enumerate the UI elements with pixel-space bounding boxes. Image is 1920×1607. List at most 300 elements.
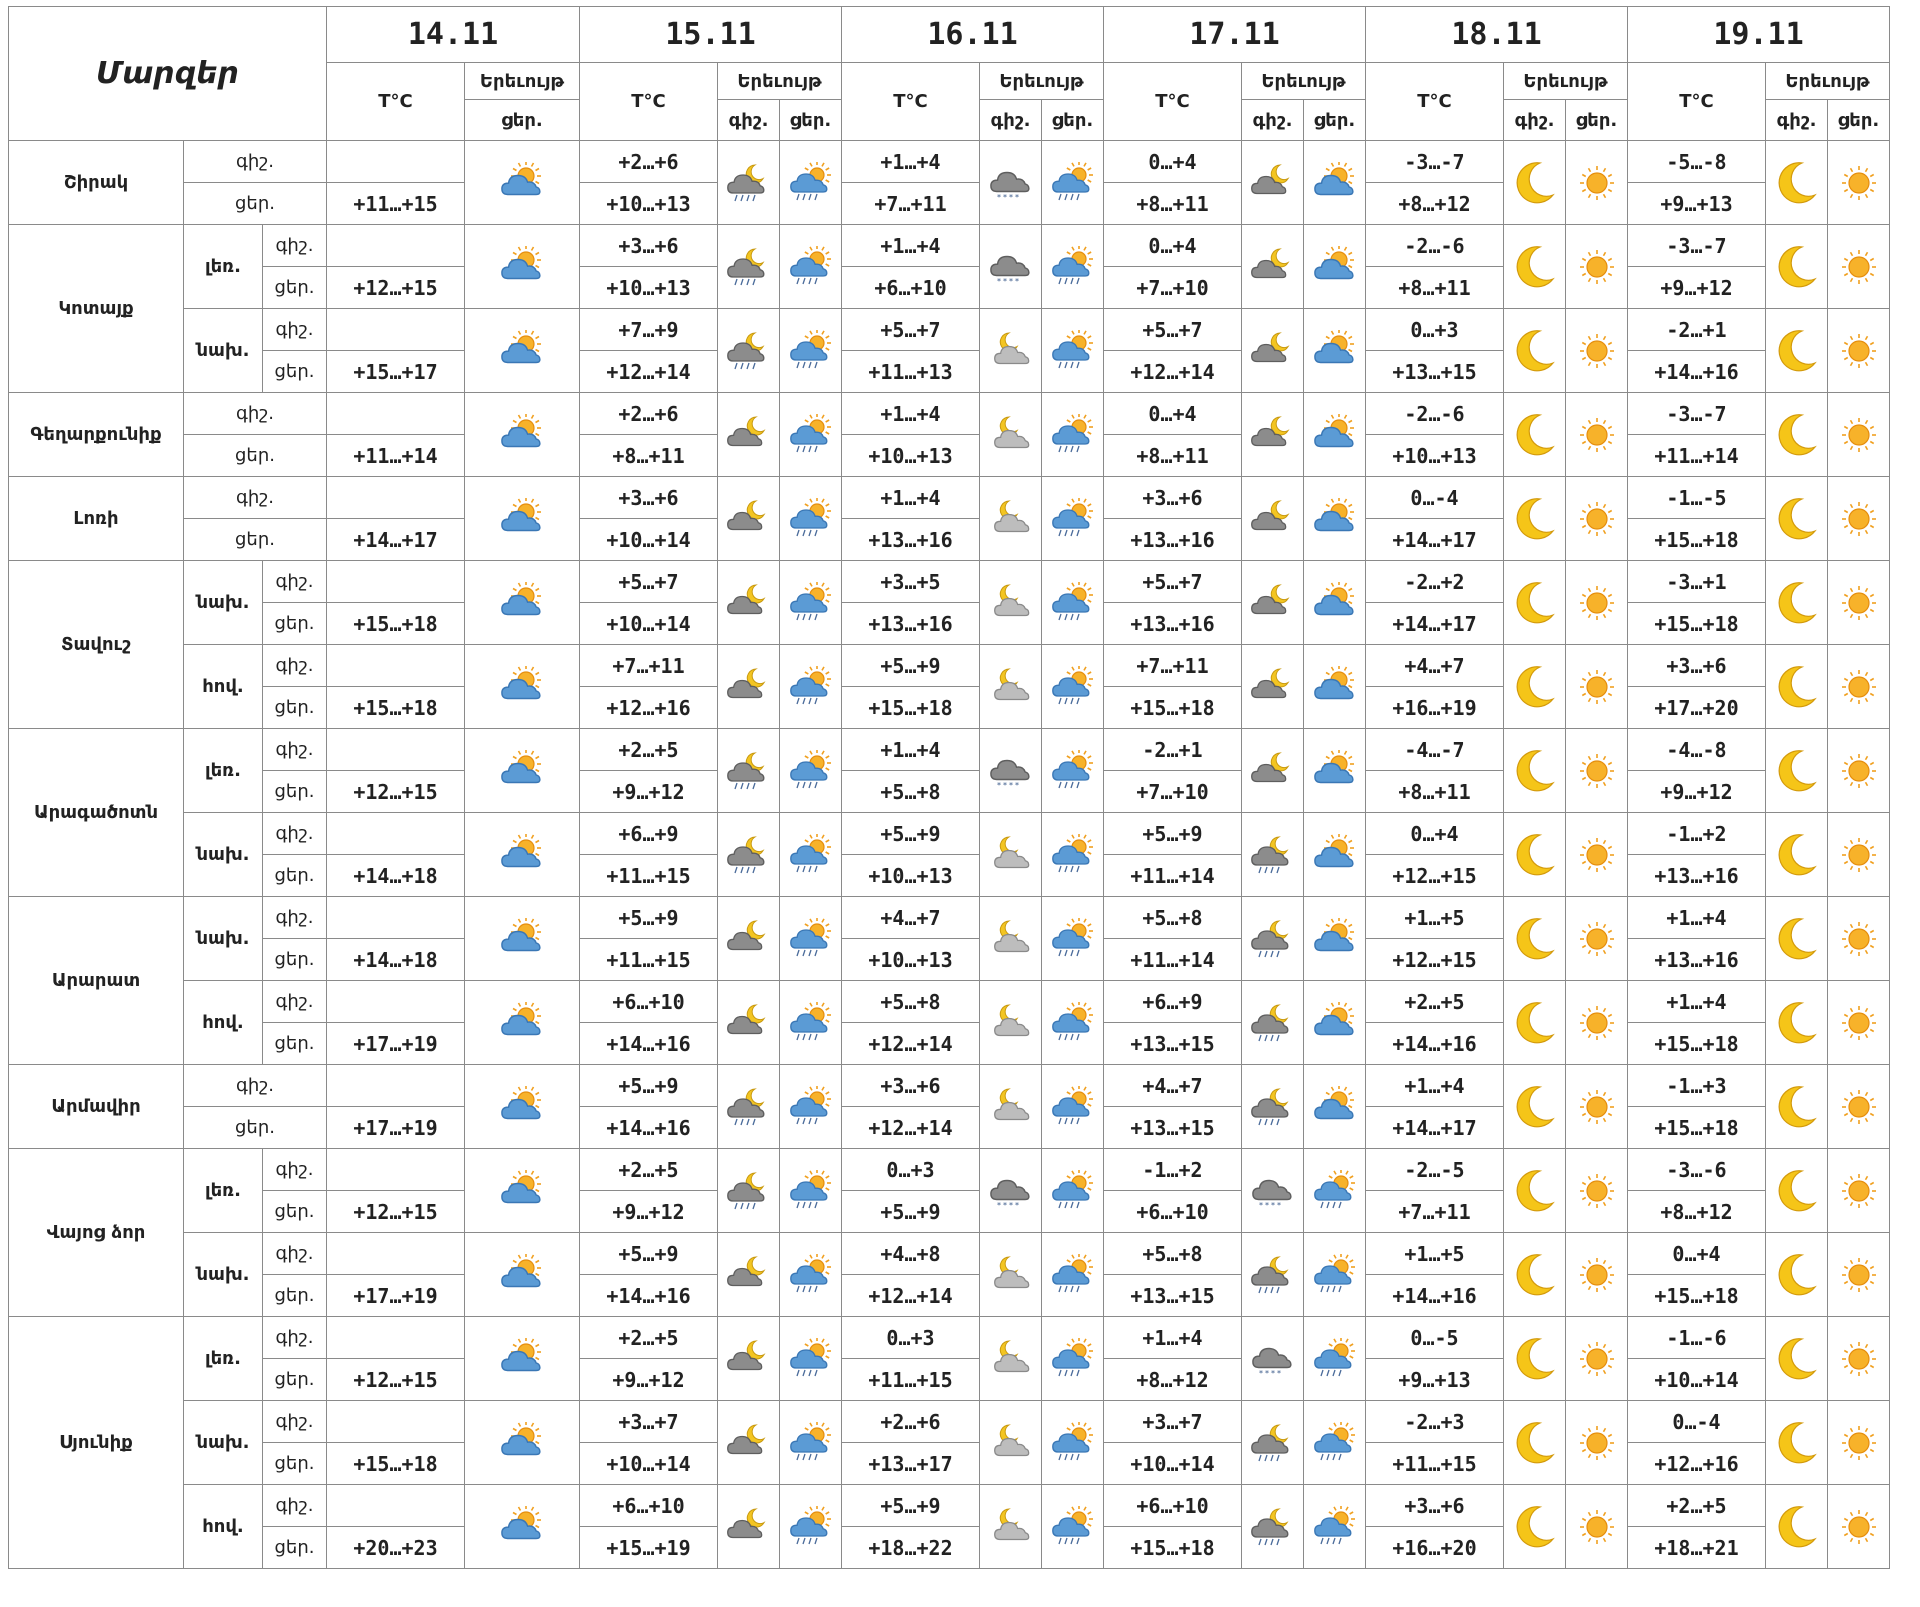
subregion-name: հով. (184, 1485, 263, 1569)
night-weather-cell (1504, 981, 1566, 1065)
night-temp: +1…+4 (1104, 1317, 1242, 1359)
day-temp: +5…+8 (842, 771, 980, 813)
night-temp: +2…+6 (580, 141, 718, 183)
night-temp: -4…-7 (1366, 729, 1504, 771)
day-temp: +15…+18 (327, 687, 465, 729)
forecast-table (8, 6, 1890, 1569)
night-weather-cell (1504, 1317, 1566, 1401)
night-temp (327, 309, 465, 351)
night-weather-cell (1242, 1065, 1304, 1149)
day-weather-cell (780, 729, 842, 813)
night-temp: +2…+5 (580, 1317, 718, 1359)
day-label: ցեր. (184, 435, 327, 477)
night-temp (327, 1485, 465, 1527)
day-weather-cell (1042, 729, 1104, 813)
day-weather-cell (1566, 1233, 1628, 1317)
night-weather-cell (1504, 813, 1566, 897)
day-temp: +10…+14 (580, 519, 718, 561)
night-weather-cell (980, 1149, 1042, 1233)
day-weather-cell (1828, 309, 1890, 393)
day-label: ցեր. (263, 351, 327, 393)
day-weather-cell (1828, 729, 1890, 813)
day-temp: +14…+16 (1366, 1023, 1504, 1065)
night-temp: 0…+4 (1104, 393, 1242, 435)
svg-text:*: * (1276, 1200, 1281, 1210)
date-header: 15.11 (580, 7, 842, 63)
day-weather-cell (1828, 393, 1890, 477)
day-weather-cell (465, 897, 580, 981)
svg-text:*: * (1008, 276, 1013, 286)
day-weather-cell (1566, 981, 1628, 1065)
day-weather-cell (1828, 813, 1890, 897)
region-name: Լոռի (9, 477, 184, 561)
day-temp: +15…+18 (1628, 519, 1766, 561)
day-temp: +7…+11 (842, 183, 980, 225)
night-weather-cell (1242, 477, 1304, 561)
night-weather-cell (1242, 981, 1304, 1065)
night-temp: +5…+9 (842, 645, 980, 687)
day-temp: +14…+18 (327, 855, 465, 897)
day-temp: +12…+15 (327, 771, 465, 813)
day-weather-cell (1828, 1485, 1890, 1569)
svg-text:*: * (1008, 192, 1013, 202)
day-temp: +8…+12 (1104, 1359, 1242, 1401)
night-temp: -3…-7 (1628, 393, 1766, 435)
day-weather-cell (780, 645, 842, 729)
night-temp: +1…+5 (1366, 1233, 1504, 1275)
night-temp: 0…+3 (842, 1317, 980, 1359)
subregion-name: նախ. (184, 897, 263, 981)
day-temp: +11…+15 (580, 939, 718, 981)
night-temp: +4…+7 (1104, 1065, 1242, 1107)
day-temp: +10…+13 (842, 435, 980, 477)
night-temp: +1…+4 (842, 729, 980, 771)
svg-text:*: * (1258, 1200, 1263, 1210)
night-temp: -3…+1 (1628, 561, 1766, 603)
day-weather-cell (1042, 981, 1104, 1065)
night-weather-cell (1504, 309, 1566, 393)
region-name: Արմավիր (9, 1065, 184, 1149)
day-weather-cell (465, 477, 580, 561)
day-temp: +12…+15 (327, 267, 465, 309)
day-weather-cell (465, 225, 580, 309)
day-weather-cell (1042, 225, 1104, 309)
day-weather-cell (1304, 897, 1366, 981)
night-weather-cell (980, 393, 1042, 477)
day-temp: +12…+15 (1366, 855, 1504, 897)
day-label: ցեր. (263, 267, 327, 309)
day-weather-cell (465, 141, 580, 225)
night-label: գիշ. (263, 1485, 327, 1527)
subregion-name: լեռ. (184, 729, 263, 813)
day-weather-cell (1304, 141, 1366, 225)
day-weather-cell (465, 1401, 580, 1485)
night-temp: +5…+9 (842, 813, 980, 855)
day-temp: +14…+18 (327, 939, 465, 981)
day-temp: +15…+18 (1104, 687, 1242, 729)
night-weather-cell (1242, 1233, 1304, 1317)
night-temp: +3…+7 (1104, 1401, 1242, 1443)
day-temp: +11…+15 (580, 855, 718, 897)
night-weather-cell (718, 1317, 780, 1401)
night-temp: -1…+3 (1628, 1065, 1766, 1107)
day-label: ցեր. (263, 1191, 327, 1233)
day-temp: +13…+16 (842, 519, 980, 561)
night-weather-cell (1242, 1401, 1304, 1485)
day-weather-cell (1566, 1401, 1628, 1485)
svg-text:*: * (1002, 192, 1007, 202)
temp-col-header: T°C (580, 63, 718, 141)
night-temp (327, 477, 465, 519)
day-temp: +8…+11 (580, 435, 718, 477)
night-weather-cell (718, 897, 780, 981)
night-temp: +2…+5 (1366, 981, 1504, 1023)
night-weather-cell (1766, 1485, 1828, 1569)
night-weather-cell (980, 1317, 1042, 1401)
subregion-name: լեռ. (184, 1149, 263, 1233)
day-temp: +14…+17 (327, 519, 465, 561)
night-temp: 0…+3 (842, 1149, 980, 1191)
day-weather-cell (780, 1401, 842, 1485)
day-temp: +18…+21 (1628, 1527, 1766, 1569)
night-temp: +7…+9 (580, 309, 718, 351)
night-temp: -1…+2 (1628, 813, 1766, 855)
day-temp: +15…+18 (1628, 1023, 1766, 1065)
night-weather-cell (1504, 1485, 1566, 1569)
day-weather-cell (1566, 729, 1628, 813)
temp-col-header: T°C (1366, 63, 1504, 141)
phenomena-col-header: Երեւույթ (465, 63, 580, 100)
night-label: գիշ. (263, 1233, 327, 1275)
night-weather-cell (1766, 393, 1828, 477)
night-weather-cell (1766, 645, 1828, 729)
day-weather-cell (1304, 1233, 1366, 1317)
night-temp: +5…+9 (580, 1233, 718, 1275)
region-name: Արարատ (9, 897, 184, 1065)
night-temp: +1…+4 (842, 477, 980, 519)
phenomena-col-header: Երեւույթ (980, 63, 1104, 100)
date-header: 14.11 (327, 7, 580, 63)
day-weather-cell (780, 561, 842, 645)
day-temp: +15…+19 (580, 1527, 718, 1569)
subregion-name: հով. (184, 645, 263, 729)
day-weather-cell (1042, 1317, 1104, 1401)
day-label: ցեր. (263, 939, 327, 981)
day-weather-cell (1566, 225, 1628, 309)
day-weather-cell (1304, 813, 1366, 897)
day-temp: +9…+12 (580, 771, 718, 813)
night-label: գիշ. (184, 393, 327, 435)
day-weather-cell (1566, 477, 1628, 561)
day-weather-cell (1042, 1485, 1104, 1569)
day-weather-cell (1042, 645, 1104, 729)
night-temp: +6…+10 (580, 1485, 718, 1527)
night-weather-cell (718, 1233, 780, 1317)
day-temp: +8…+11 (1366, 771, 1504, 813)
night-temp: -2…+1 (1628, 309, 1766, 351)
night-weather-cell (1242, 309, 1304, 393)
day-weather-cell (1566, 813, 1628, 897)
day-weather-cell (465, 561, 580, 645)
night-temp: +5…+9 (580, 1065, 718, 1107)
day-temp: +10…+14 (1104, 1443, 1242, 1485)
day-temp: +13…+15 (1104, 1275, 1242, 1317)
night-temp: +1…+5 (1366, 897, 1504, 939)
night-weather-cell (1242, 561, 1304, 645)
night-temp: +5…+9 (580, 897, 718, 939)
night-weather-cell (1766, 1317, 1828, 1401)
day-weather-cell (1304, 1149, 1366, 1233)
day-temp: +17…+19 (327, 1023, 465, 1065)
night-temp: +7…+11 (580, 645, 718, 687)
day-weather-cell (780, 897, 842, 981)
day-weather-cell (1566, 141, 1628, 225)
day-temp: +13…+15 (1366, 351, 1504, 393)
night-temp: -2…+1 (1104, 729, 1242, 771)
day-weather-cell (780, 141, 842, 225)
night-temp: +6…+10 (580, 981, 718, 1023)
night-col-header: գիշ. (1766, 100, 1828, 141)
day-weather-cell (465, 393, 580, 477)
day-temp: +20…+23 (327, 1527, 465, 1569)
day-weather-cell (1042, 477, 1104, 561)
day-temp: +15…+18 (327, 1443, 465, 1485)
day-weather-cell (780, 1485, 842, 1569)
day-weather-cell (1304, 645, 1366, 729)
night-col-header: գիշ. (980, 100, 1042, 141)
day-weather-cell (1828, 561, 1890, 645)
day-temp: +9…+12 (580, 1359, 718, 1401)
night-weather-cell (1766, 729, 1828, 813)
phenomena-col-header: Երեւույթ (1504, 63, 1628, 100)
day-weather-cell (465, 645, 580, 729)
night-temp (327, 1065, 465, 1107)
night-temp: +6…+9 (1104, 981, 1242, 1023)
night-temp: -5…-8 (1628, 141, 1766, 183)
day-weather-cell (1042, 309, 1104, 393)
day-weather-cell (780, 477, 842, 561)
day-weather-cell (1566, 645, 1628, 729)
night-temp: -2…+2 (1366, 561, 1504, 603)
day-weather-cell (1042, 1149, 1104, 1233)
day-temp: +6…+10 (1104, 1191, 1242, 1233)
night-weather-cell (980, 645, 1042, 729)
day-weather-cell (1828, 1233, 1890, 1317)
night-weather-cell (1504, 1233, 1566, 1317)
day-temp: +14…+17 (1366, 1107, 1504, 1149)
svg-text:*: * (996, 276, 1001, 286)
day-weather-cell (1042, 1065, 1104, 1149)
night-temp: +3…+7 (580, 1401, 718, 1443)
night-temp: +5…+7 (842, 309, 980, 351)
day-label: ցեր. (263, 1023, 327, 1065)
day-label: ցեր. (184, 1107, 327, 1149)
night-weather-cell (980, 477, 1042, 561)
night-temp: 0…-4 (1366, 477, 1504, 519)
region-name: Սյունիք (9, 1317, 184, 1569)
day-label: ցեր. (263, 603, 327, 645)
svg-text:*: * (1014, 1200, 1019, 1210)
day-weather-cell (1304, 393, 1366, 477)
temp-col-header: T°C (327, 63, 465, 141)
day-temp: +14…+16 (580, 1023, 718, 1065)
day-temp: +17…+19 (327, 1107, 465, 1149)
day-temp: +7…+10 (1104, 771, 1242, 813)
night-temp (327, 813, 465, 855)
day-temp: +13…+15 (1104, 1023, 1242, 1065)
day-col-header: ցեր. (465, 100, 580, 141)
svg-text:*: * (996, 1200, 1001, 1210)
night-weather-cell (1504, 1065, 1566, 1149)
day-temp: +8…+12 (1628, 1191, 1766, 1233)
night-weather-cell (1766, 477, 1828, 561)
svg-text:*: * (1258, 1368, 1263, 1378)
day-weather-cell (1566, 309, 1628, 393)
temp-col-header: T°C (1628, 63, 1766, 141)
day-temp: +13…+16 (1104, 603, 1242, 645)
night-temp (327, 393, 465, 435)
night-weather-cell (980, 309, 1042, 393)
day-temp: +17…+19 (327, 1275, 465, 1317)
night-weather-cell (1766, 897, 1828, 981)
day-temp: +7…+11 (1366, 1191, 1504, 1233)
night-temp: -3…-7 (1628, 225, 1766, 267)
day-label: ցեր. (263, 771, 327, 813)
svg-text:*: * (1014, 192, 1019, 202)
night-weather-cell (1504, 1401, 1566, 1485)
night-temp: 0…+3 (1366, 309, 1504, 351)
night-weather-cell (718, 645, 780, 729)
night-temp: +7…+11 (1104, 645, 1242, 687)
night-label: գիշ. (263, 729, 327, 771)
night-weather-cell (1242, 393, 1304, 477)
day-col-header: ցեր. (1828, 100, 1890, 141)
night-weather-cell (1766, 813, 1828, 897)
day-weather-cell (465, 309, 580, 393)
night-label: գիշ. (184, 1065, 327, 1107)
day-temp: +5…+9 (842, 1191, 980, 1233)
night-weather-cell (1504, 141, 1566, 225)
night-temp: +2…+5 (580, 1149, 718, 1191)
day-temp: +10…+13 (580, 267, 718, 309)
night-temp: +1…+4 (842, 225, 980, 267)
day-temp: +8…+11 (1366, 267, 1504, 309)
day-weather-cell (1566, 897, 1628, 981)
day-weather-cell (1304, 981, 1366, 1065)
day-col-header: ցեր. (1042, 100, 1104, 141)
day-temp: +15…+18 (1628, 1107, 1766, 1149)
day-weather-cell (1042, 897, 1104, 981)
day-col-header: ցեր. (1566, 100, 1628, 141)
night-weather-cell (718, 309, 780, 393)
night-temp: +4…+8 (842, 1233, 980, 1275)
night-temp: +3…+6 (580, 477, 718, 519)
day-label: ցեր. (184, 519, 327, 561)
day-temp: +14…+16 (580, 1107, 718, 1149)
night-weather-cell (980, 813, 1042, 897)
day-weather-cell (780, 1065, 842, 1149)
day-weather-cell (1042, 141, 1104, 225)
day-temp: +8…+11 (1104, 183, 1242, 225)
night-weather-cell (1766, 141, 1828, 225)
svg-text:*: * (1270, 1368, 1275, 1378)
night-temp (327, 1401, 465, 1443)
night-weather-cell (980, 1401, 1042, 1485)
day-weather-cell (465, 1149, 580, 1233)
svg-text:*: * (1008, 780, 1013, 790)
night-weather-cell (1242, 225, 1304, 309)
night-temp: +3…+6 (1104, 477, 1242, 519)
night-weather-cell (980, 1065, 1042, 1149)
night-temp: +6…+9 (580, 813, 718, 855)
day-temp: +10…+13 (1366, 435, 1504, 477)
day-temp: +10…+13 (842, 855, 980, 897)
night-temp: +1…+4 (842, 141, 980, 183)
day-weather-cell (1042, 813, 1104, 897)
day-temp: +8…+11 (1104, 435, 1242, 477)
day-weather-cell (1304, 1317, 1366, 1401)
night-temp: +1…+4 (1366, 1065, 1504, 1107)
day-weather-cell (1828, 1065, 1890, 1149)
night-temp: +2…+6 (842, 1401, 980, 1443)
night-temp: -2…-6 (1366, 225, 1504, 267)
night-label: գիշ. (263, 1149, 327, 1191)
date-header: 17.11 (1104, 7, 1366, 63)
night-temp (327, 1233, 465, 1275)
region-name: Կոտայք (9, 225, 184, 393)
date-header: 19.11 (1628, 7, 1890, 63)
phenomena-col-header: Երեւույթ (1242, 63, 1366, 100)
night-weather-cell (980, 729, 1042, 813)
night-temp (327, 1317, 465, 1359)
region-name: Վայոց ձոր (9, 1149, 184, 1317)
night-temp: +5…+9 (1104, 813, 1242, 855)
day-temp: +12…+15 (327, 1359, 465, 1401)
night-temp: 0…+4 (1366, 813, 1504, 855)
day-temp: +14…+17 (1366, 519, 1504, 561)
day-temp: +14…+16 (580, 1275, 718, 1317)
night-temp: +5…+9 (842, 1485, 980, 1527)
night-temp: +3…+6 (580, 225, 718, 267)
day-weather-cell (780, 813, 842, 897)
region-name: Գեղարքունիք (9, 393, 184, 477)
day-temp: +12…+14 (1104, 351, 1242, 393)
svg-text:*: * (1002, 276, 1007, 286)
night-temp: +6…+10 (1104, 1485, 1242, 1527)
day-weather-cell (1304, 477, 1366, 561)
night-weather-cell (1504, 645, 1566, 729)
day-weather-cell (780, 1233, 842, 1317)
night-weather-cell (718, 729, 780, 813)
night-temp: -4…-8 (1628, 729, 1766, 771)
night-weather-cell (1766, 981, 1828, 1065)
day-weather-cell (780, 1149, 842, 1233)
day-temp: +9…+13 (1366, 1359, 1504, 1401)
night-temp: +3…+5 (842, 561, 980, 603)
day-weather-cell (1304, 1485, 1366, 1569)
day-temp: +9…+12 (1628, 771, 1766, 813)
day-weather-cell (1828, 897, 1890, 981)
day-temp: +15…+17 (327, 351, 465, 393)
svg-text:*: * (1002, 780, 1007, 790)
day-weather-cell (1566, 1485, 1628, 1569)
night-weather-cell (718, 561, 780, 645)
day-weather-cell (465, 1317, 580, 1401)
day-weather-cell (1566, 1149, 1628, 1233)
subregion-name: նախ. (184, 1233, 263, 1317)
night-weather-cell (980, 1485, 1042, 1569)
date-header: 16.11 (842, 7, 1104, 63)
